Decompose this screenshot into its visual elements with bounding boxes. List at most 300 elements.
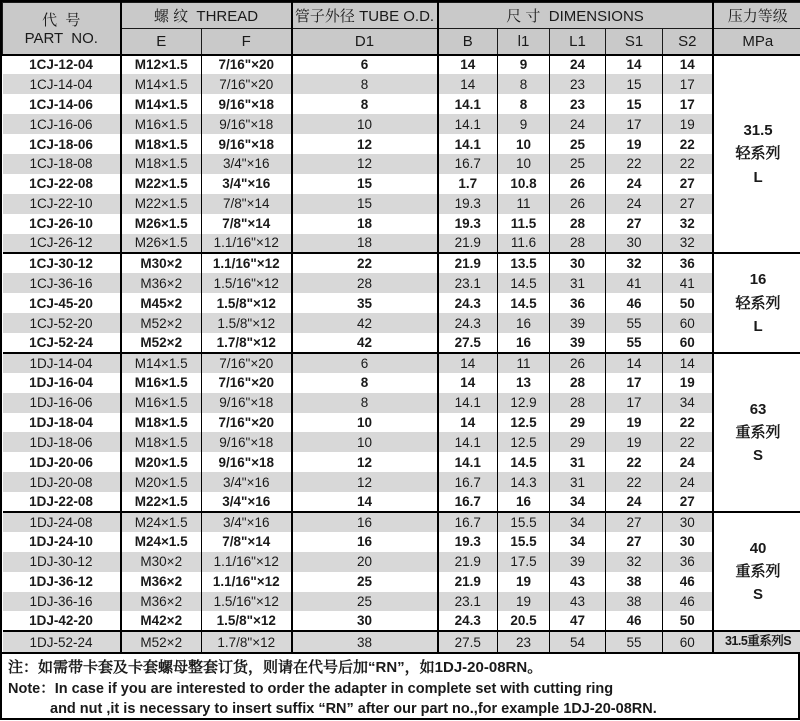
cell-e: M14×1.5 (121, 74, 202, 94)
cell-part: 1DJ-16-04 (3, 373, 121, 393)
table-header (3, 3, 800, 55)
cell-ln1: 43 (550, 572, 606, 592)
cell-d1: 22 (292, 253, 438, 273)
cell-s2: 46 (663, 592, 713, 612)
table-row (3, 55, 800, 75)
table-row (3, 134, 800, 154)
cell-s1: 19 (606, 432, 663, 452)
table-row (3, 74, 800, 94)
cell-e: M14×1.5 (121, 94, 202, 114)
cell-d1: 8 (292, 94, 438, 114)
cell-s1: 30 (606, 234, 663, 254)
cell-d1: 10 (292, 114, 438, 134)
cell-i1: 19 (498, 572, 550, 592)
cell-e: M26×1.5 (121, 234, 202, 254)
cell-b: 14 (438, 373, 498, 393)
cell-f: 3/4"×16 (202, 154, 292, 174)
table-row (3, 512, 800, 532)
cell-part: 1DJ-24-10 (3, 532, 121, 552)
cell-b: 14 (438, 413, 498, 433)
cell-f: 9/16"×18 (202, 452, 292, 472)
cell-b: 1.7 (438, 174, 498, 194)
cell-i1: 8 (498, 94, 550, 114)
cell-b: 24.3 (438, 293, 498, 313)
cell-s1: 24 (606, 492, 663, 512)
cell-b: 14 (438, 353, 498, 373)
cell-f: 3/4"×16 (202, 492, 292, 512)
cell-i1: 16 (498, 313, 550, 333)
cell-part: 1DJ-42-20 (3, 611, 121, 631)
cell-ln1: 28 (550, 393, 606, 413)
cell-part: 1DJ-22-08 (3, 492, 121, 512)
cell-part: 1CJ-16-06 (3, 114, 121, 134)
table-row (3, 114, 800, 134)
cell-f: 1.7/8"×12 (202, 631, 292, 651)
cell-part: 1DJ-30-12 (3, 552, 121, 572)
cell-f: 7/16"×20 (202, 353, 292, 373)
cell-ln1: 26 (550, 194, 606, 214)
cell-s1: 17 (606, 114, 663, 134)
cell-part: 1DJ-16-06 (3, 393, 121, 413)
cell-i1: 10 (498, 154, 550, 174)
pressure-rating-line: L (714, 315, 800, 338)
table-row (3, 293, 800, 313)
table-row (3, 373, 800, 393)
cell-e: M24×1.5 (121, 532, 202, 552)
cell-part: 1DJ-36-12 (3, 572, 121, 592)
table-row (3, 313, 800, 333)
cell-s2: 22 (663, 413, 713, 433)
cell-ln1: 31 (550, 472, 606, 492)
cell-e: M18×1.5 (121, 432, 202, 452)
cell-i1: 12.5 (498, 432, 550, 452)
table-row (3, 413, 800, 433)
cell-e: M22×1.5 (121, 194, 202, 214)
pressure-rating-line: 轻系列 (714, 292, 800, 315)
pressure-rating-line: 重系列 (714, 421, 800, 444)
pressure-rating-line: 40 (714, 537, 800, 560)
cell-ln1: 23 (550, 94, 606, 114)
cell-s2: 30 (663, 532, 713, 552)
cell-s1: 22 (606, 452, 663, 472)
cell-f: 9/16"×18 (202, 114, 292, 134)
cell-i1: 14.5 (498, 452, 550, 472)
cell-s2: 50 (663, 611, 713, 631)
cell-e: M18×1.5 (121, 134, 202, 154)
header-part-no (3, 3, 121, 55)
cell-ln1: 29 (550, 413, 606, 433)
table-row (3, 631, 800, 651)
cell-s1: 27 (606, 214, 663, 234)
cell-d1: 16 (292, 512, 438, 532)
table-row (3, 472, 800, 492)
table-row (3, 532, 800, 552)
cell-e: M52×2 (121, 333, 202, 353)
cell-e: M22×1.5 (121, 492, 202, 512)
cell-part: 1DJ-20-08 (3, 472, 121, 492)
cell-s1: 41 (606, 273, 663, 293)
cell-d1: 14 (292, 492, 438, 512)
cell-d1: 42 (292, 333, 438, 353)
cell-i1: 15.5 (498, 512, 550, 532)
cell-s1: 24 (606, 174, 663, 194)
header-col-l1: l1 (498, 29, 550, 55)
table-row (3, 194, 800, 214)
cell-d1: 35 (292, 293, 438, 313)
cell-e: M20×1.5 (121, 472, 202, 492)
cell-ln1: 24 (550, 55, 606, 75)
header-tube-od: 管子外径 TUBE O.D. (292, 3, 438, 29)
cell-part: 1CJ-14-04 (3, 74, 121, 94)
cell-ln1: 31 (550, 273, 606, 293)
cell-ln1: 25 (550, 154, 606, 174)
header-col-f: F (202, 29, 292, 55)
header-pressure-class: 压力等级 (713, 3, 800, 29)
cell-b: 27.5 (438, 631, 498, 651)
cell-f: 7/16"×20 (202, 373, 292, 393)
cell-e: M36×2 (121, 592, 202, 612)
table-row (3, 393, 800, 413)
cell-i1: 14.5 (498, 273, 550, 293)
cell-f: 9/16"×18 (202, 432, 292, 452)
cell-d1: 12 (292, 134, 438, 154)
cell-d1: 30 (292, 611, 438, 631)
cell-d1: 15 (292, 194, 438, 214)
cell-b: 16.7 (438, 472, 498, 492)
cell-f: 9/16"×18 (202, 393, 292, 413)
cell-part: 1CJ-18-06 (3, 134, 121, 154)
table-row (3, 234, 800, 254)
cell-s2: 22 (663, 154, 713, 174)
pressure-rating-cell (713, 55, 800, 254)
cell-s1: 55 (606, 631, 663, 651)
cell-s1: 27 (606, 512, 663, 532)
cell-f: 1.1/16"×12 (202, 552, 292, 572)
cell-s2: 24 (663, 472, 713, 492)
cell-s1: 17 (606, 393, 663, 413)
cell-ln1: 23 (550, 74, 606, 94)
cell-i1: 23 (498, 631, 550, 651)
cell-b: 23.1 (438, 592, 498, 612)
cell-i1: 12.5 (498, 413, 550, 433)
cell-s2: 27 (663, 492, 713, 512)
spec-table (2, 2, 800, 652)
cell-ln1: 24 (550, 114, 606, 134)
cell-s1: 14 (606, 353, 663, 373)
cell-s2: 27 (663, 194, 713, 214)
cell-s1: 24 (606, 194, 663, 214)
cell-f: 7/8"×14 (202, 214, 292, 234)
cell-part: 1CJ-36-16 (3, 273, 121, 293)
cell-f: 1.1/16"×12 (202, 253, 292, 273)
cell-i1: 17.5 (498, 552, 550, 572)
cell-part: 1CJ-26-10 (3, 214, 121, 234)
pressure-rating-line: 31.5重系列S (714, 632, 800, 651)
cell-e: M24×1.5 (121, 512, 202, 532)
cell-e: M20×1.5 (121, 452, 202, 472)
cell-d1: 8 (292, 373, 438, 393)
cell-e: M52×2 (121, 631, 202, 651)
cell-d1: 18 (292, 214, 438, 234)
cell-f: 9/16"×18 (202, 134, 292, 154)
cell-b: 24.3 (438, 313, 498, 333)
cell-part: 1CJ-14-06 (3, 94, 121, 114)
cell-s2: 60 (663, 313, 713, 333)
cell-s2: 41 (663, 273, 713, 293)
cell-ln1: 39 (550, 333, 606, 353)
cell-b: 19.3 (438, 194, 498, 214)
cell-f: 1.5/16"×12 (202, 273, 292, 293)
cell-s1: 15 (606, 74, 663, 94)
header-col-e: E (121, 29, 202, 55)
cell-s2: 17 (663, 94, 713, 114)
cell-b: 14.1 (438, 114, 498, 134)
pressure-rating-line: L (714, 166, 800, 189)
cell-b: 27.5 (438, 333, 498, 353)
cell-e: M45×2 (121, 293, 202, 313)
footnote (2, 652, 798, 721)
cell-part: 1CJ-45-20 (3, 293, 121, 313)
cell-d1: 12 (292, 472, 438, 492)
pressure-rating-line: S (714, 444, 800, 467)
cell-f: 1.1/16"×12 (202, 572, 292, 592)
cell-b: 23.1 (438, 273, 498, 293)
cell-ln1: 34 (550, 532, 606, 552)
cell-part: 1DJ-20-06 (3, 452, 121, 472)
cell-i1: 15.5 (498, 532, 550, 552)
cell-i1: 13.5 (498, 253, 550, 273)
cell-f: 1.5/8"×12 (202, 293, 292, 313)
cell-f: 1.5/16"×12 (202, 592, 292, 612)
cell-s2: 19 (663, 114, 713, 134)
cell-i1: 11 (498, 353, 550, 373)
cell-s1: 55 (606, 313, 663, 333)
header-thread: 螺 纹 THREAD (121, 3, 292, 29)
header-part-zh: 代 号 (3, 9, 120, 30)
header-col-L1: L1 (550, 29, 606, 55)
cell-i1: 12.9 (498, 393, 550, 413)
cell-part: 1CJ-26-12 (3, 234, 121, 254)
header-col-s1: S1 (606, 29, 663, 55)
cell-ln1: 39 (550, 552, 606, 572)
cell-s2: 50 (663, 293, 713, 313)
cell-s1: 15 (606, 94, 663, 114)
cell-s2: 32 (663, 234, 713, 254)
cell-s2: 36 (663, 253, 713, 273)
cell-b: 21.9 (438, 552, 498, 572)
cell-e: M18×1.5 (121, 154, 202, 174)
cell-ln1: 47 (550, 611, 606, 631)
table-row (3, 333, 800, 353)
cell-s2: 32 (663, 214, 713, 234)
cell-s1: 19 (606, 134, 663, 154)
cell-b: 16.7 (438, 492, 498, 512)
cell-part: 1CJ-52-20 (3, 313, 121, 333)
table-row (3, 432, 800, 452)
table-row (3, 492, 800, 512)
cell-s1: 32 (606, 552, 663, 572)
pressure-rating-line: 重系列 (714, 560, 800, 583)
header-dimensions: 尺 寸 DIMENSIONS (438, 3, 713, 29)
cell-s2: 22 (663, 134, 713, 154)
table-row (3, 174, 800, 194)
cell-ln1: 36 (550, 293, 606, 313)
cell-d1: 6 (292, 353, 438, 373)
cell-e: M22×1.5 (121, 174, 202, 194)
cell-ln1: 29 (550, 432, 606, 452)
cell-i1: 9 (498, 114, 550, 134)
cell-i1: 11.6 (498, 234, 550, 254)
header-col-b: B (438, 29, 498, 55)
pressure-rating-line: 31.5 (714, 119, 800, 142)
cell-b: 21.9 (438, 234, 498, 254)
cell-e: M42×2 (121, 611, 202, 631)
cell-ln1: 26 (550, 174, 606, 194)
cell-i1: 13 (498, 373, 550, 393)
cell-s2: 30 (663, 512, 713, 532)
cell-f: 1.5/8"×12 (202, 313, 292, 333)
cell-s2: 17 (663, 74, 713, 94)
table-row (3, 94, 800, 114)
cell-d1: 28 (292, 273, 438, 293)
cell-i1: 20.5 (498, 611, 550, 631)
cell-d1: 12 (292, 452, 438, 472)
cell-f: 7/8"×14 (202, 532, 292, 552)
cell-s1: 22 (606, 154, 663, 174)
cell-d1: 25 (292, 592, 438, 612)
cell-f: 3/4"×16 (202, 472, 292, 492)
header-col-s2: S2 (663, 29, 713, 55)
cell-s1: 46 (606, 611, 663, 631)
cell-s2: 14 (663, 55, 713, 75)
table-row (3, 592, 800, 612)
cell-part: 1CJ-52-24 (3, 333, 121, 353)
cell-s1: 46 (606, 293, 663, 313)
cell-f: 7/16"×20 (202, 55, 292, 75)
cell-i1: 16 (498, 492, 550, 512)
cell-part: 1CJ-12-04 (3, 55, 121, 75)
table-row (3, 611, 800, 631)
cell-d1: 20 (292, 552, 438, 572)
cell-d1: 15 (292, 174, 438, 194)
pressure-rating-cell (713, 353, 800, 512)
cell-s2: 27 (663, 174, 713, 194)
cell-e: M26×1.5 (121, 214, 202, 234)
footnote-line-en2: and nut ,it is necessary to insert suffix “RN” after our part no.,for example 1DJ-20-08RN. (8, 699, 792, 719)
cell-s2: 36 (663, 552, 713, 572)
cell-f: 7/8"×14 (202, 194, 292, 214)
cell-f: 9/16"×18 (202, 94, 292, 114)
cell-e: M16×1.5 (121, 393, 202, 413)
cell-b: 14 (438, 55, 498, 75)
cell-d1: 18 (292, 234, 438, 254)
cell-b: 21.9 (438, 572, 498, 592)
cell-i1: 11 (498, 194, 550, 214)
header-col-d1: D1 (292, 29, 438, 55)
cell-i1: 16 (498, 333, 550, 353)
cell-b: 19.3 (438, 532, 498, 552)
header-col-mpa: MPa (713, 29, 800, 55)
cell-i1: 14.5 (498, 293, 550, 313)
cell-ln1: 30 (550, 253, 606, 273)
cell-e: M36×2 (121, 273, 202, 293)
cell-s1: 19 (606, 413, 663, 433)
cell-i1: 19 (498, 592, 550, 612)
table-row (3, 214, 800, 234)
cell-b: 16.7 (438, 154, 498, 174)
cell-b: 24.3 (438, 611, 498, 631)
cell-part: 1CJ-22-10 (3, 194, 121, 214)
cell-ln1: 28 (550, 373, 606, 393)
cell-ln1: 28 (550, 214, 606, 234)
pressure-rating-cell (713, 631, 800, 651)
cell-d1: 6 (292, 55, 438, 75)
cell-e: M18×1.5 (121, 413, 202, 433)
cell-part: 1CJ-18-08 (3, 154, 121, 174)
table-row (3, 572, 800, 592)
cell-f: 1.7/8"×12 (202, 333, 292, 353)
cell-e: M16×1.5 (121, 373, 202, 393)
cell-s1: 38 (606, 572, 663, 592)
table-row (3, 253, 800, 273)
cell-d1: 8 (292, 74, 438, 94)
cell-d1: 38 (292, 631, 438, 651)
cell-e: M30×2 (121, 253, 202, 273)
cell-f: 1.1/16"×12 (202, 234, 292, 254)
cell-ln1: 43 (550, 592, 606, 612)
cell-s2: 24 (663, 452, 713, 472)
cell-f: 3/4"×16 (202, 512, 292, 532)
cell-ln1: 39 (550, 313, 606, 333)
cell-e: M12×1.5 (121, 55, 202, 75)
cell-d1: 10 (292, 413, 438, 433)
cell-s1: 55 (606, 333, 663, 353)
cell-s1: 27 (606, 532, 663, 552)
cell-part: 1CJ-30-12 (3, 253, 121, 273)
cell-s2: 46 (663, 572, 713, 592)
cell-f: 1.5/8"×12 (202, 611, 292, 631)
table-row (3, 273, 800, 293)
cell-e: M16×1.5 (121, 114, 202, 134)
cell-ln1: 28 (550, 234, 606, 254)
table-row (3, 353, 800, 373)
cell-s1: 38 (606, 592, 663, 612)
cell-part: 1CJ-22-08 (3, 174, 121, 194)
table-row (3, 452, 800, 472)
cell-b: 14.1 (438, 432, 498, 452)
cell-i1: 10.8 (498, 174, 550, 194)
cell-b: 14.1 (438, 134, 498, 154)
pressure-rating-cell (713, 512, 800, 631)
cell-s2: 34 (663, 393, 713, 413)
cell-ln1: 25 (550, 134, 606, 154)
cell-s2: 14 (663, 353, 713, 373)
cell-part: 1DJ-18-04 (3, 413, 121, 433)
table-body (3, 55, 800, 652)
cell-b: 21.9 (438, 253, 498, 273)
cell-f: 7/16"×20 (202, 413, 292, 433)
cell-part: 1DJ-18-06 (3, 432, 121, 452)
cell-s1: 17 (606, 373, 663, 393)
cell-ln1: 34 (550, 492, 606, 512)
cell-i1: 8 (498, 74, 550, 94)
footnote-line-zh: 注：如需带卡套及卡套螺母整套订货，则请在代号后加“RN”，如1DJ-20-08RN。 (8, 657, 792, 679)
cell-i1: 9 (498, 55, 550, 75)
pressure-rating-line: 轻系列 (714, 142, 800, 165)
pressure-rating-cell (713, 253, 800, 352)
cell-s2: 60 (663, 333, 713, 353)
cell-b: 14.1 (438, 393, 498, 413)
